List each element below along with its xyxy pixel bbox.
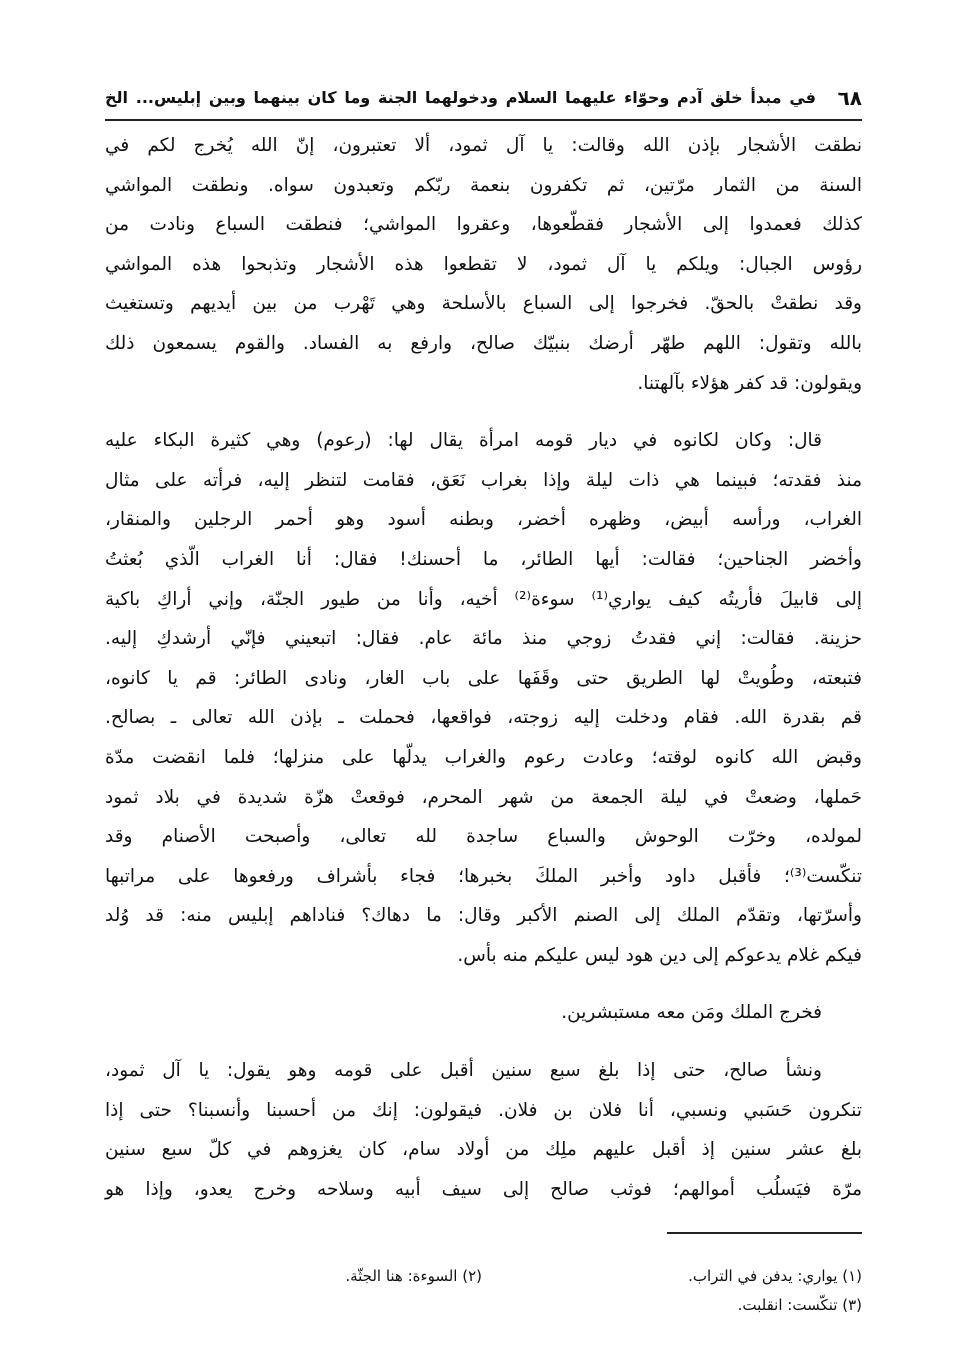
footnote-row: [105, 1262, 862, 1291]
text-line: مرّة فيَسلُب أموالهم؛ فوثب صالح إلى سيف أبيه وسلاحه وخرج يعدو، وإذا هو: [105, 1178, 862, 1200]
text-line: وأخضر الجناحين؛ فقالت: أيها الطائر، ما أحسنك! فقال: أنا الغراب الّذي بُعثتُ: [105, 548, 862, 570]
paragraph: [105, 126, 862, 403]
text-line: وقد نطقتْ بالحقّ. فخرجوا إلى السباع بالأسلحة وهي تَهْرب من بين أيديهم وتستغيث: [105, 293, 862, 315]
header-divider: [105, 119, 862, 121]
text-line: فيكم غلام يدعوكم إلى دين هود ليس عليكم منه بأس.: [457, 944, 862, 966]
footnote: (١) يواري: يدفن في التراب.: [688, 1267, 862, 1285]
text-line: نطقت الأشجار بإذن الله وقالت: يا آل ثمود، ألا تعتبرون، إنّ الله يُخرج لكم في: [105, 135, 862, 156]
text-line: تنكرون حَسَبي ونسبي، أنا فلان بن فلان. فيقولون: إنك من أحسبنا وأنسبنا؟ حتى إذا: [105, 1099, 862, 1121]
footnote-divider: [667, 1232, 862, 1234]
text-line: بالله وتقول: اللهم طهّر أرضك بنبيّك صالح، وارفع به الفساد. والقوم يسمعون ذلك: [105, 332, 862, 354]
text-line: الغراب، ورأسه أبيض، وظهره أخضر، وبطنه أسود وهو أحمر الرجلين والمنقار،: [105, 509, 862, 531]
paragraph: [105, 421, 862, 975]
running-header: [105, 84, 862, 116]
text-line: إلى قابيلَ فأريتُه كيف يواري⁽¹⁾ سوءة⁽²⁾ أخيه، وأنا من طيور الجنّة، وإني أراكِ باكية: [105, 588, 862, 610]
text-line: رؤوس الجبال: ويلكم يا آل ثمود، لا تقطعوا هذه الأشجار وتذبحوا هذه المواشي: [105, 253, 862, 275]
page-body: [105, 126, 862, 1227]
text-line: ونشأ صالح، حتى إذا بلغ سبع سنين أقبل على قومه وهو يقول: يا آل ثمود،: [105, 1060, 822, 1082]
text-line: كذلك فعمدوا إلى الأشجار فقطّعوها، وعقروا المواشي؛ فنطقت السباع ونادت من: [105, 214, 862, 236]
text-line: فتبعته، وطُويتْ لها الطريق حتى وقَفَها على باب الغار، ونادى الطائر: قم يا كانوه،: [105, 667, 862, 689]
text-line: قم بقدرة الله. فقام ودخلت إليه زوجته، فواقعها، فحملت ـ بإذن الله تعالى ـ بصالح.: [105, 707, 862, 729]
text-line: وأسرّتها، وتقدّم الملك إلى الصنم الأكبر وقال: ما دهاك؟ فناداهم إبليس منه: قد وُلد: [105, 905, 862, 927]
footnote: (٣) تنكّست: انقلبت.: [737, 1296, 862, 1314]
paragraph: [105, 1051, 862, 1209]
text-line: تنكّست⁽³⁾؛ فأقبل داود وأخبر الملكَ بخبرها؛ فجاء بأشراف ورفعوها على مراتبها: [105, 865, 862, 887]
footnote: (٢) السوءة: هنا الجثّة.: [345, 1267, 482, 1285]
text-line: منذ فقدته؛ فبينما هي ذات ليلة وإذا بغراب نَعَق، فقامت لتنظر إليه، فرأته على مثال: [105, 469, 862, 491]
paragraph: [105, 993, 862, 1033]
text-line: ويقولون: قد كفر هؤلاء بآلهتنا.: [637, 372, 862, 394]
text-line: حزينة. فقالت: إني فقدتُ زوجي منذ مائة عام. فقال: اتبعيني فإنّي أرشدكِ إليه.: [105, 628, 862, 650]
text-line: وقبض الله كانوه لوقته؛ وعادت رعوم والغراب يدلّها على منزلها؛ فلما انقضت مدّة: [105, 746, 862, 768]
text-line: حَملها، وضعتْ في ليلة الجمعة من شهر المحرم، فوقعتْ هزّة شديدة في بلاد ثمود: [105, 786, 862, 808]
text-line: بلغ عشر سنين إذ أقبل عليهم ملِك من أولاد سام، كان يغزوهم في كلّ سبع سنين: [105, 1139, 862, 1161]
text-line: لمولده، وخرّت الوحوش والسباع ساجدة لله تعالى، وأصبحت الأصنام وقد: [105, 826, 862, 848]
footnote-row: [105, 1291, 862, 1320]
text-line: قال: وكان لكانوه في ديار قومه امرأة يقال لها: (رعوم) وهي كثيرة البكاء عليه: [105, 430, 822, 452]
footnotes: [105, 1262, 862, 1320]
text-line: السنة من الثمار مرّتين، ثم تكفرون بنعمة ربّكم وتعبدون سواه. ونطقت المواشي: [105, 174, 862, 196]
running-title: في مبدأ خلق آدم وحوّاء عليهما السلام ودخولهما الجنة وما كان بينهما وبين إبليس... الخ: [105, 88, 816, 107]
page-number: ٦٨: [837, 86, 862, 110]
text-line: فخرج الملك ومَن معه مستبشرين.: [561, 1002, 822, 1024]
